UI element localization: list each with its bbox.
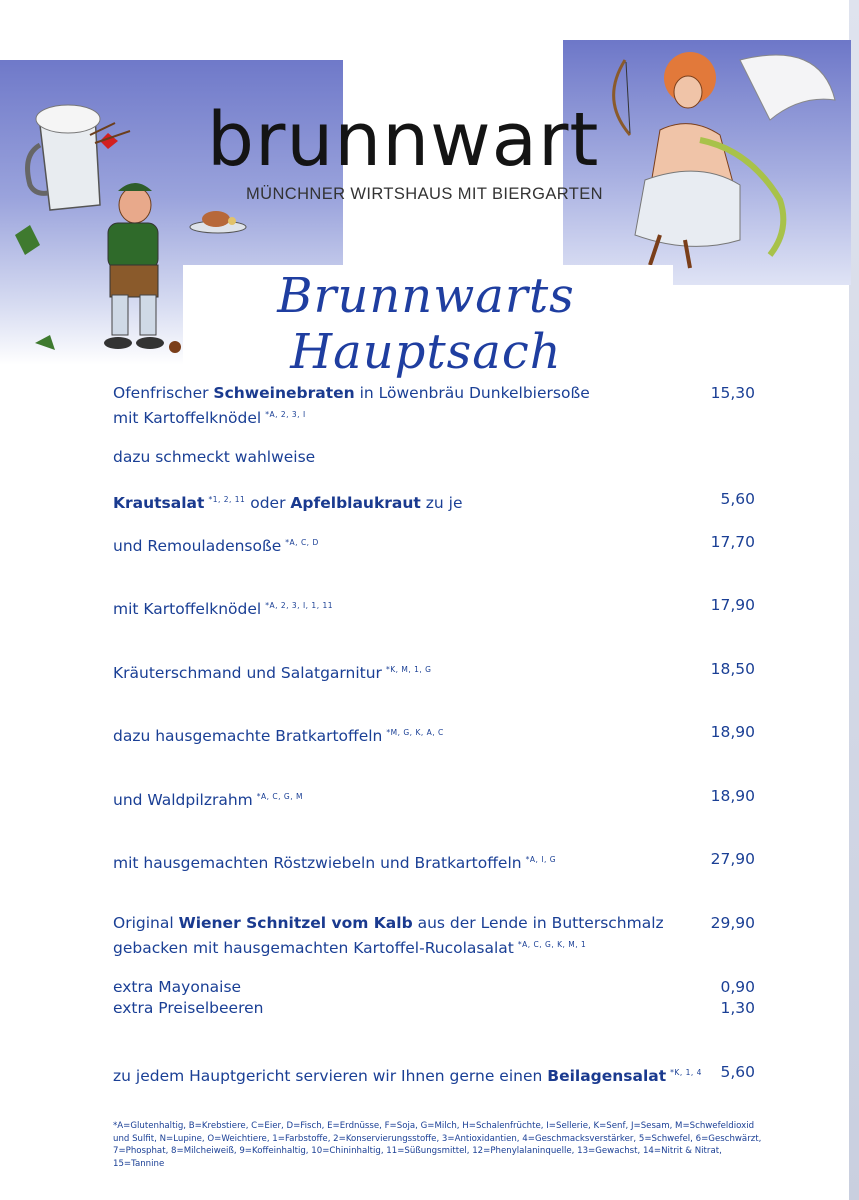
- description-line: [113, 659, 673, 684]
- menu-item-description: [113, 595, 673, 620]
- allergen-codes: *A, C, D: [285, 538, 319, 547]
- description-line: [113, 849, 673, 874]
- dish-text: dazu schmeckt wahlweise: [113, 448, 316, 466]
- dish-text: zu je: [420, 494, 463, 512]
- description-line: [113, 489, 673, 514]
- description-line: [113, 722, 673, 747]
- menu-item: [113, 659, 763, 684]
- description-line: [113, 532, 673, 557]
- dish-text: zu jedem Hauptgericht servieren wir Ihnen gerne einen: [113, 1067, 548, 1085]
- footnote-line: 7=Phosphat, 8=Milcheiweiß, 9=Koffeinhaltig, 10=Chininhaltig, 11=Süßungsmittel, 12=Phenylalaninquelle, 13=Gewachst, 14=Nitrit & Nitrat, 15=Tannine: [113, 1146, 722, 1169]
- menu-item-price: 15,30: [710, 384, 755, 402]
- menu-item-description: [113, 659, 673, 684]
- menu-item: [113, 913, 763, 959]
- description-line: [113, 913, 673, 934]
- allergen-codes: *1, 2, 11: [208, 495, 246, 504]
- extra-price: 1,30: [720, 999, 755, 1017]
- menu-item-price: 27,90: [710, 850, 755, 868]
- allergen-footnote: [113, 1120, 773, 1170]
- menu-item-description: [113, 489, 673, 514]
- dish-text: oder: [245, 494, 291, 512]
- extra-label: extra Mayonaise: [113, 978, 242, 996]
- menu-item-description: [113, 786, 673, 811]
- allergen-codes: *A, C, G, M: [256, 792, 303, 801]
- dish-text: in Löwenbräu Dunkelbiersoße: [354, 384, 590, 402]
- menu-item-price: 17,70: [710, 533, 755, 551]
- menu-item-description: [113, 849, 673, 874]
- menu-item-description: [113, 532, 673, 557]
- dish-text: mit hausgemachten Röstzwiebeln und Bratkartoffeln: [113, 854, 522, 872]
- dish-text: Kräuterschmand und Salatgarnitur: [113, 664, 382, 682]
- menu-item: [113, 849, 763, 874]
- dish-name: Krautsalat: [113, 494, 205, 512]
- menu-item-price: 29,90: [710, 914, 755, 932]
- plate-illustration: [188, 205, 248, 235]
- allergen-codes: *A, I, G: [525, 855, 557, 864]
- allergen-codes: *A, 2, 3, I, 1, 11: [265, 601, 334, 610]
- footnote-line: *A=Glutenhaltig, B=Krebstiere, C=Eier, D=Fisch, E=Erdnüsse, F=Soja, G=Milch, H=Schalenfrüchte, I=Sellerie, K=Senf, J=Sesam, M=Schwefeldioxid: [113, 1121, 755, 1131]
- dish-text: und Waldpilzrahm: [113, 791, 253, 809]
- footnote-line: und Sulfit, N=Lupine, O=Weichtiere, 1=Farbstoffe, 2=Konservierungsstoffe, 3=Antioxidantien, 4=Geschmacksverstärker, 5=Schwefel, 6=Geschwärzt,: [113, 1133, 762, 1144]
- menu-item: [113, 786, 763, 811]
- menu-item: [113, 383, 763, 429]
- dish-text: und Remouladensoße: [113, 537, 282, 555]
- menu-item-description: [113, 722, 673, 747]
- dish-name: Schweinebraten: [213, 384, 355, 402]
- extra-item: [113, 977, 763, 998]
- description-line: [113, 404, 673, 429]
- waiter-illustration: [0, 95, 190, 365]
- salad-note: [113, 1062, 763, 1087]
- allergen-codes: *A, 2, 3, I: [265, 410, 306, 419]
- menu-item: [113, 489, 763, 514]
- description-line: [113, 447, 673, 468]
- dish-name: Apfelblaukraut: [290, 494, 421, 512]
- dish-name: Beilagensalat: [547, 1067, 667, 1085]
- dish-text: Original: [113, 914, 179, 932]
- description-line: [113, 934, 673, 959]
- dish-name: Wiener Schnitzel vom Kalb: [178, 914, 413, 932]
- dish-text: Ofenfrischer: [113, 384, 214, 402]
- allergen-codes: *K, 1, 4: [670, 1068, 702, 1077]
- description-line: [113, 786, 673, 811]
- menu-item-price: 18,50: [710, 660, 755, 678]
- brand-logo: brunnwart: [207, 97, 600, 183]
- menu-item-price: 18,90: [710, 723, 755, 741]
- menu-item-description: [113, 447, 673, 468]
- allergen-codes: *A, C, G, K, M, 1: [517, 940, 587, 949]
- description-line: [113, 383, 673, 404]
- menu-item: [113, 532, 763, 557]
- dish-text: dazu hausgemachte Bratkartoffeln: [113, 727, 383, 745]
- section-title: Brunnwarts Hauptsach: [277, 268, 575, 380]
- dish-text: gebacken mit hausgemachten Kartoffel-Rucolasalat: [113, 939, 514, 957]
- brand-tagline: MÜNCHNER WIRTSHAUS MIT BIERGARTEN: [246, 185, 603, 203]
- salad-note-text: [113, 1062, 713, 1087]
- salad-note-price: 5,60: [720, 1063, 755, 1081]
- menu-item-price: 17,90: [710, 596, 755, 614]
- menu-item: [113, 595, 763, 620]
- dish-text: mit Kartoffelknödel: [113, 409, 262, 427]
- menu-item-price: 18,90: [710, 787, 755, 805]
- extra-label: extra Preiselbeeren: [113, 999, 264, 1017]
- dish-text: aus der Lende in Butterschmalz: [412, 914, 664, 932]
- extra-item: [113, 998, 763, 1019]
- dish-text: mit Kartoffelknödel: [113, 600, 262, 618]
- menu-item-price: 5,60: [720, 490, 755, 508]
- allergen-codes: *K, M, 1, G: [385, 665, 432, 674]
- description-line: [113, 595, 673, 620]
- allergen-codes: *M, G, K, A, C: [386, 728, 444, 737]
- menu-item: [113, 447, 763, 468]
- menu-item: [113, 722, 763, 747]
- extra-price: 0,90: [720, 978, 755, 996]
- menu-item-description: [113, 383, 673, 429]
- menu-item-description: [113, 913, 673, 959]
